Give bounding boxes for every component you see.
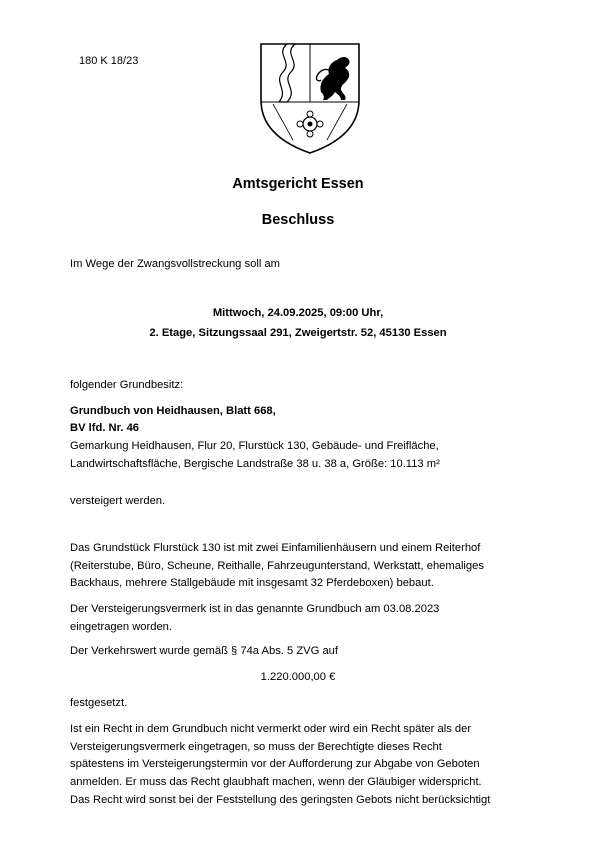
vermerk-line: eingetragen worden. bbox=[70, 621, 173, 633]
value-intro: Der Verkehrswert wurde gemäß § 74a Abs. 5 ZVG auf bbox=[70, 645, 339, 657]
value-outro: festgesetzt. bbox=[70, 697, 128, 709]
case-number: 180 K 18/23 bbox=[79, 55, 139, 67]
intro-text: Im Wege der Zwangsvollstreckung soll am bbox=[70, 258, 280, 270]
auction-verb: versteigert werden. bbox=[70, 495, 166, 507]
rights-line: anmelden. Er muss das Recht glaubhaft machen, wenn der Gläubiger widerspricht. bbox=[70, 776, 482, 788]
court-name: Amtsgericht Essen bbox=[232, 176, 364, 192]
property-intro: folgender Grundbesitz: bbox=[70, 379, 184, 391]
rights-line: spätestens im Versteigerungstermin vor der Aufforderung zur Abgabe von Geboten bbox=[70, 758, 480, 770]
vermerk-line: Der Versteigerungsvermerk ist in das genannte Grundbuch am 03.08.2023 bbox=[70, 603, 440, 615]
document-title: Beschluss bbox=[261, 212, 335, 228]
property-register: Grundbuch von Heidhausen, Blatt 668, bbox=[70, 405, 276, 417]
rights-line: Versteigerungsvermerk eingetragen, so muss der Berechtigte dieses Recht bbox=[70, 741, 442, 753]
date-line: Mittwoch, 24.09.2025, 09:00 Uhr, bbox=[212, 307, 384, 319]
description-line: (Reiterstube, Büro, Scheune, Reithalle, Fahrzeugunterstand, Werkstatt, ehemaliges bbox=[70, 560, 484, 572]
rights-line: Ist ein Recht in dem Grundbuch nicht vermerkt oder wird ein Recht später als der bbox=[70, 723, 472, 735]
property-description: Landwirtschaftsfläche, Bergische Landstraße 38 u. 38 a, Größe: 10.113 m² bbox=[70, 458, 440, 470]
property-description: Gemarkung Heidhausen, Flur 20, Flurstück 130, Gebäude- und Freifläche, bbox=[70, 440, 439, 452]
market-value: 1.220.000,00 € bbox=[260, 671, 336, 683]
property-bv-number: BV lfd. Nr. 46 bbox=[70, 422, 140, 434]
description-line: Backhaus, mehrere Stallgebäude mit insgesamt 32 Pferdeboxen) bebaut. bbox=[70, 577, 434, 589]
location-line: 2. Etage, Sitzungssaal 291, Zweigertstr. 52, 45130 Essen bbox=[149, 327, 447, 339]
description-line: Das Grundstück Flurstück 130 ist mit zwei Einfamilienhäusern und einem Reiterhof bbox=[70, 542, 481, 554]
rights-line: Das Recht wird sonst bei der Feststellung des geringsten Gebots nicht berücksichtigt bbox=[70, 794, 491, 806]
coat-of-arms-icon bbox=[257, 40, 363, 156]
